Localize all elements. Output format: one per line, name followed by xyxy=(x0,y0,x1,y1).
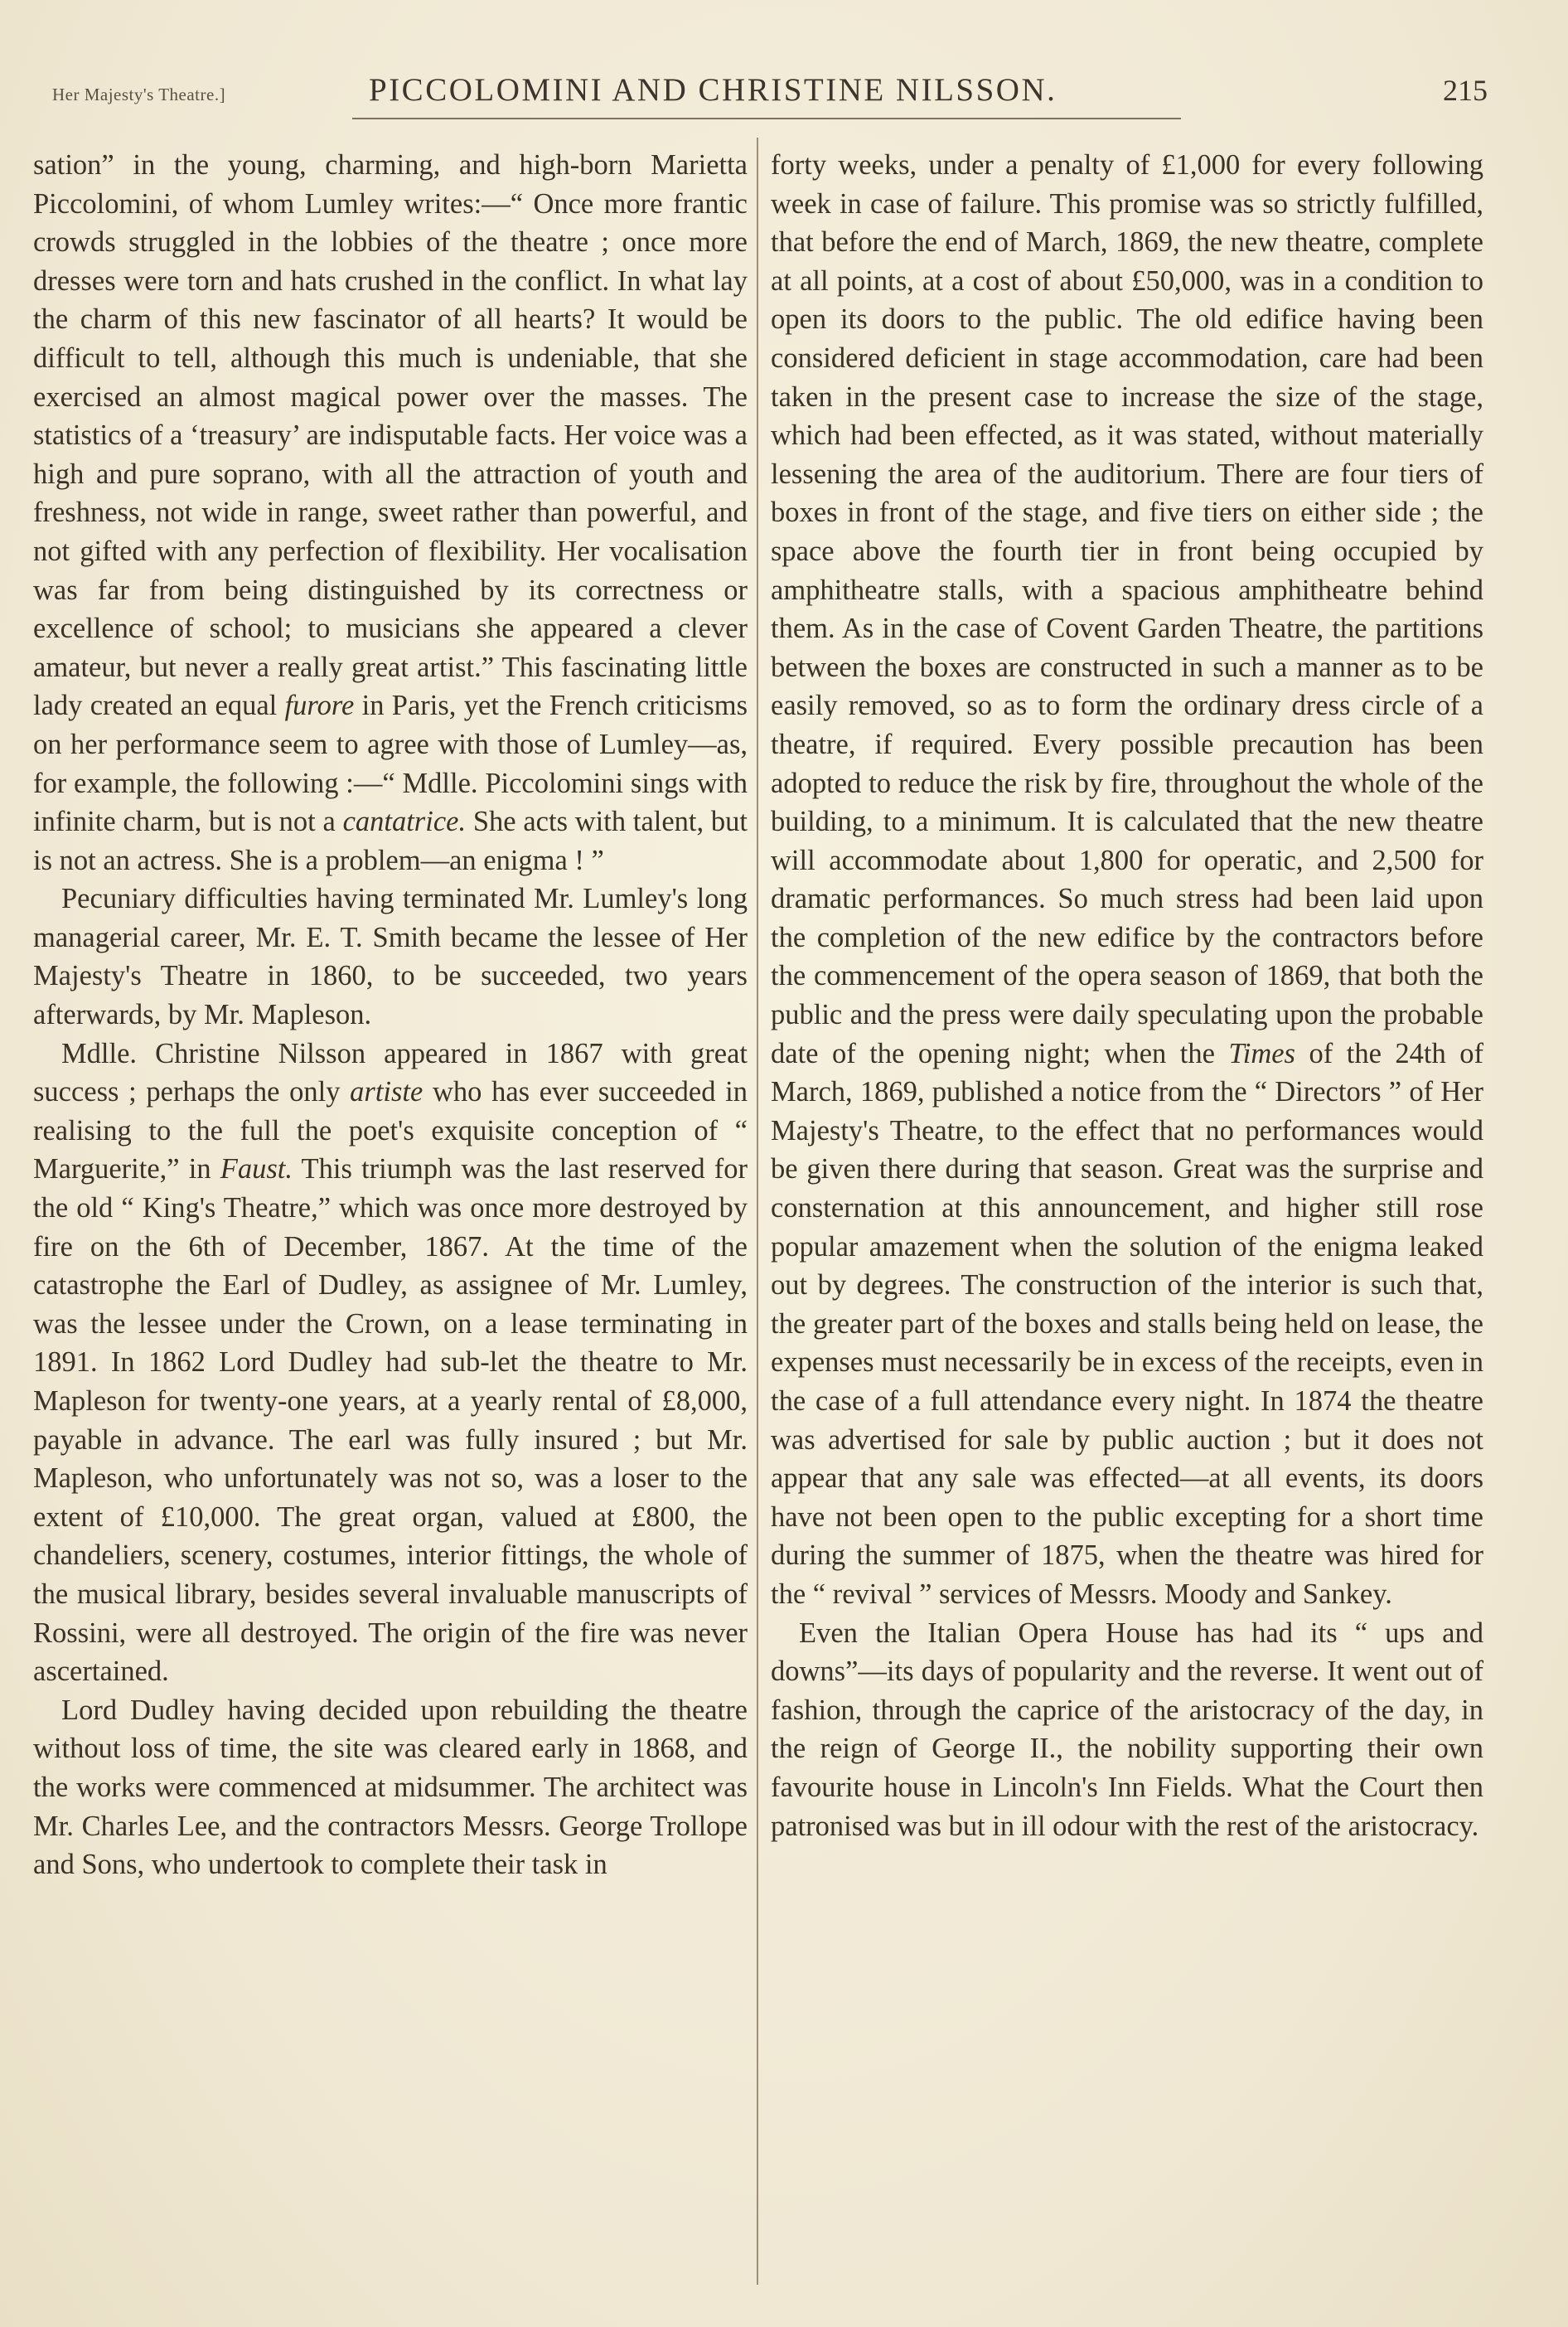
paragraph-rebuilding: Lord Dudley having decided upon rebuilding the theatre without loss of time, the site was cleared early in 1868, and the works were commenced at midsummer. The architect was Mr. Charles Lee, and the contractors Messrs. George Trollope and Sons, who undertook to complete their task in xyxy=(33,1694,748,1881)
italic-run: Faust. xyxy=(220,1153,293,1185)
paragraph-lumley-career: Pecuniary difficulties having terminated Mr. Lumley's long managerial career, Mr. E. T. Smith became the lessee of Her Majesty's Theatre in 1860, to be succeeded, two years afterwards, by Mr. Mapleson. xyxy=(33,883,748,1031)
italic-run: artiste xyxy=(350,1076,423,1108)
page-number: 215 xyxy=(1443,74,1488,107)
column-divider xyxy=(757,138,758,2285)
text-run: sation” in the young, charming, and high-born Marietta Piccolomini, of whom Lumley writes:—“ Once more frantic crowds struggled in the lobbies of the theatre ; once more dresses were torn and hats crushed in the conflict. In what lay the charm of this new fascinator of all hearts? It would be difficult to tell, although this much is undeniable, that she exercised an almost magical power over the masses. The statistics of a ‘treasury’ are indisputable facts. Her voice was a high and pure soprano, with all the attraction of youth and freshness, not wide in range, sweet rather than powerful, and not gifted with any perfection of flexibility. Her vocalisation was far from being distinguished by its correctness or excellence of school; to musicians she appeared a clever amateur, but never a really great artist.” This fascinating little lady created an equal xyxy=(33,149,748,722)
page-title: PICCOLOMINI AND CHRISTINE NILSSON. xyxy=(369,72,1057,108)
running-head xyxy=(46,66,1488,124)
paragraph-nilsson xyxy=(33,1035,748,1691)
italic-run: furore xyxy=(284,690,355,722)
text-run: of the 24th of March, 1869, published a notice from the “ Directors ” of Her Majesty's Theatre, to the effect that no performances would be given there during that season. Great was the surprise and consternation at this announcement, and higher still rose popular amazement when the solution of the enigma leaked out by degrees. The construction of the interior is such that, the greater part of the boxes and stalls being held on lease, the expenses must necessarily be in excess of the receipts, even in the case of a full attendance every night. In 1874 the theatre was advertised for sale by public auction ; but it does not appear that any sale was effected—at all events, its doors have not been open to the public excepting for a short time during the summer of 1875, when the theatre was hired for the “ revival ” services of Messrs. Moody and Sankey. xyxy=(771,1037,1483,1610)
text-run: who has ever succeeded in realising to the full the poet's exquisite conception of “ Marguerite,” in xyxy=(33,1076,748,1185)
header-rule xyxy=(352,118,1181,119)
italic-run: Times xyxy=(1228,1037,1295,1069)
section-header: Her Majesty's Theatre.] xyxy=(52,85,226,104)
paragraph-piccolomini xyxy=(33,146,748,880)
left-column xyxy=(33,146,748,1884)
right-column xyxy=(771,146,1483,1845)
paragraph-italian-opera-house: Even the Italian Opera House has had its “ ups and downs”—its days of popularity and the reverse. It went out of fashion, through the caprice of the aristocracy of the day, in the reign of George II., the nobility supporting their own favourite house in Lincoln's Inn Fields. What the Court then patronised was but in ill odour with the rest of the aristocracy. xyxy=(771,1617,1483,1842)
italic-run: cantatrice. xyxy=(342,806,467,838)
text-run: Mdlle. Christine Nilsson appeared in 1867 with great success ; perhaps the only xyxy=(33,1037,748,1108)
text-run: This triumph was the last reserved for the old “ King's Theatre,” which was once more destroyed by fire on the 6th of December, 1867. At the time of the catastrophe the Earl of Dudley, as assignee of Mr. Lumley, was the lessee under the Crown, on a lease terminating in 1891. In 1862 Lord Dudley had sub-let the theatre to Mr. Mapleson for twenty-one years, at a yearly rental of £8,000, payable in advance. The earl was fully insured ; but Mr. Mapleson, who unfortunately was not so, was a loser to the extent of £10,000. The great organ, valued at £800, the chandeliers, scenery, costumes, interior fittings, the whole of the musical library, besides several invaluable manuscripts of Rossini, were all destroyed. The origin of the fire was never ascertained. xyxy=(33,1153,748,1688)
paragraph-new-theatre xyxy=(771,146,1483,1614)
text-run: She acts with talent, but is not an actress. She is a problem—an enigma ! ” xyxy=(33,806,748,876)
text-run: forty weeks, under a penalty of £1,000 for every following week in case of failure. This promise was so strictly fulfilled, that before the end of March, 1869, the new theatre, complete at all points, at a cost of about £50,000, was in a condition to open its doors to the public. The old edifice having been considered deficient in stage accommodation, care had been taken in the present case to increase the size of the stage, which had been effected, as it was stated, without materially lessening the area of the auditorium. There are four tiers of boxes in front of the stage, and five tiers on either side ; the space above the fourth tier in front being occupied by amphitheatre stalls, with a spacious amphitheatre behind them. As in the case of Covent Garden Theatre, the partitions between the boxes are constructed in such a manner as to be easily removed, so as to form the ordinary dress circle of a theatre, if required. Every possible precaution has been adopted to reduce the risk by fire, throughout the whole of the building, to a minimum. It is calculated that the new theatre will accommodate about 1,800 for operatic, and 2,500 for dramatic performances. So much stress had been laid upon the completion of the new edifice by the contractors before the commencement of the opera season of 1869, that both the public and the press were daily speculating upon the probable date of the opening night; when the xyxy=(771,149,1483,1069)
text-run: in Paris, yet the French criticisms on her performance seem to agree with those of Lumley—as, for example, the following :—“ Mdlle. Piccolomini sings with infinite charm, but is not a xyxy=(33,690,748,838)
